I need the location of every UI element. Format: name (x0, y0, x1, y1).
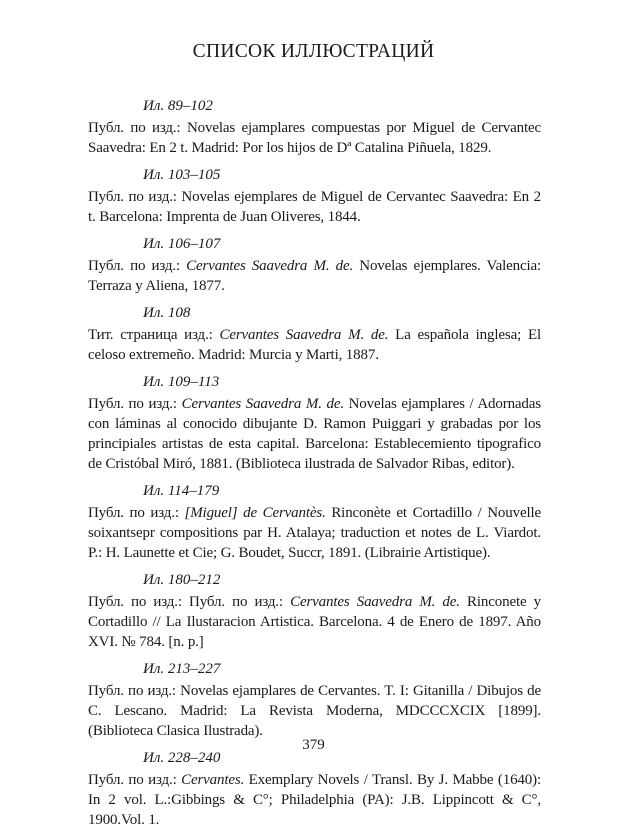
illustration-range-label: Ил. 180–212 (143, 572, 221, 588)
illustration-list (88, 96, 541, 837)
source-citation (88, 187, 541, 227)
source-citation (88, 770, 541, 830)
citation-text: La española inglesa; El celoso extremeño. Madrid: Murcia y Marti, 1887. (88, 327, 541, 363)
citation-text: Rinconète et Cortadillo / Nouvelle soixantsepr compositions par H. Atalaya; traduction et notes de L. Viardot. P.: H. Launette et Cie; G. Boudet, Succr, 1891. (Librairie Artistique). (88, 505, 541, 561)
author-name: Cervantes. (181, 772, 245, 788)
illustration-range-label: Ил. 213–227 (143, 661, 221, 677)
source-citation (88, 325, 541, 365)
illustration-entry (88, 659, 541, 741)
author-name: Cervantes Saavedra M. de. (219, 327, 389, 343)
source-citation (88, 592, 541, 652)
citation-text: Публ. по изд.: (88, 772, 182, 788)
page-heading: СПИСОК ИЛЛЮСТРАЦИЙ (192, 41, 435, 62)
author-name: [Miguel] de Cervantès. (184, 505, 326, 521)
citation-text: Публ. по изд.: Novelas ejemplares de Miguel de Cervantec Saavedra: En 2 t. Barcelona: Imprenta de Juan Oliveres, 1844. (88, 189, 541, 225)
source-citation (88, 394, 541, 474)
illustration-range-label: Ил. 114–179 (143, 483, 220, 499)
citation-text: Публ. по изд.: (88, 258, 187, 274)
illustration-entry (88, 481, 541, 563)
illustration-range-label: Ил. 103–105 (143, 167, 221, 183)
citation-text: Тит. страница изд.: (88, 327, 220, 343)
citation-text: Публ. по изд.: Novelas ejamplares de Cervantes. T. I: Gitanilla / Dibujos de C. Lescano. Madrid: La Revista Moderna, MDCCCXCIX [1899]. (Biblioteca Clasica Ilustrada). (88, 683, 541, 739)
illustration-range-label: Ил. 108 (143, 305, 191, 321)
source-citation (88, 503, 541, 563)
citation-text: Novelas ejemplares. Valencia: Terraza y Aliena, 1877. (88, 258, 542, 294)
author-name: Cervantes Saavedra M. de. (181, 396, 344, 412)
source-citation (88, 118, 541, 158)
illustration-range-label: Ил. 228–240 (143, 750, 221, 766)
source-citation (88, 256, 541, 296)
illustration-range-label: Ил. 106–107 (143, 236, 221, 252)
illustration-entry (88, 748, 541, 830)
illustration-entry (88, 372, 541, 474)
author-name: Cervantes Saavedra M. de. (290, 594, 460, 610)
author-name: Cervantes Saavedra M. de. (186, 258, 354, 274)
illustration-entry (88, 570, 541, 652)
citation-text: Exemplary Novels / Transl. By J. Mabbe (1640): In 2 vol. L.:Gibbings & C°; Philadelphia (PA): J.B. Lippincott & C°, 1900.Vol. 1. (88, 772, 541, 828)
illustration-entry (88, 165, 541, 227)
citation-text: Rinconete y Cortadillo // La Ilustaracion Artistica. Barcelona. 4 de Enero de 1897. Año XVI. № 784. [n. p.] (88, 594, 541, 650)
citation-text: Публ. по изд.: Публ. по изд.: (88, 594, 291, 610)
citation-text: Novelas ejamplares / Adornadas con láminas al conocido dibujante D. Ramon Puiggari y grabadas por los principiales artistas de esta capital. Barcelona: Establecemiento tipografico de Cristóbal Miró, 1881. (Biblioteca ilustrada de Salvador Ribas, editor). (88, 396, 541, 472)
illustration-entry (88, 234, 541, 296)
page-number: 379 (302, 737, 325, 753)
citation-text: Публ. по изд.: (88, 505, 185, 521)
citation-text: Публ. по изд.: (88, 396, 182, 412)
source-citation (88, 681, 541, 741)
illustration-range-label: Ил. 89–102 (143, 98, 213, 114)
illustration-entry (88, 303, 541, 365)
illustration-entry (88, 96, 541, 158)
illustration-range-label: Ил. 109–113 (143, 374, 220, 390)
citation-text: Публ. по изд.: Novelas ejamplares compuestas por Miguel de Cervantec Saavedra: En 2 t. Madrid: Por los hijos de Dª Catalina Piñuela, 1829. (88, 120, 541, 156)
